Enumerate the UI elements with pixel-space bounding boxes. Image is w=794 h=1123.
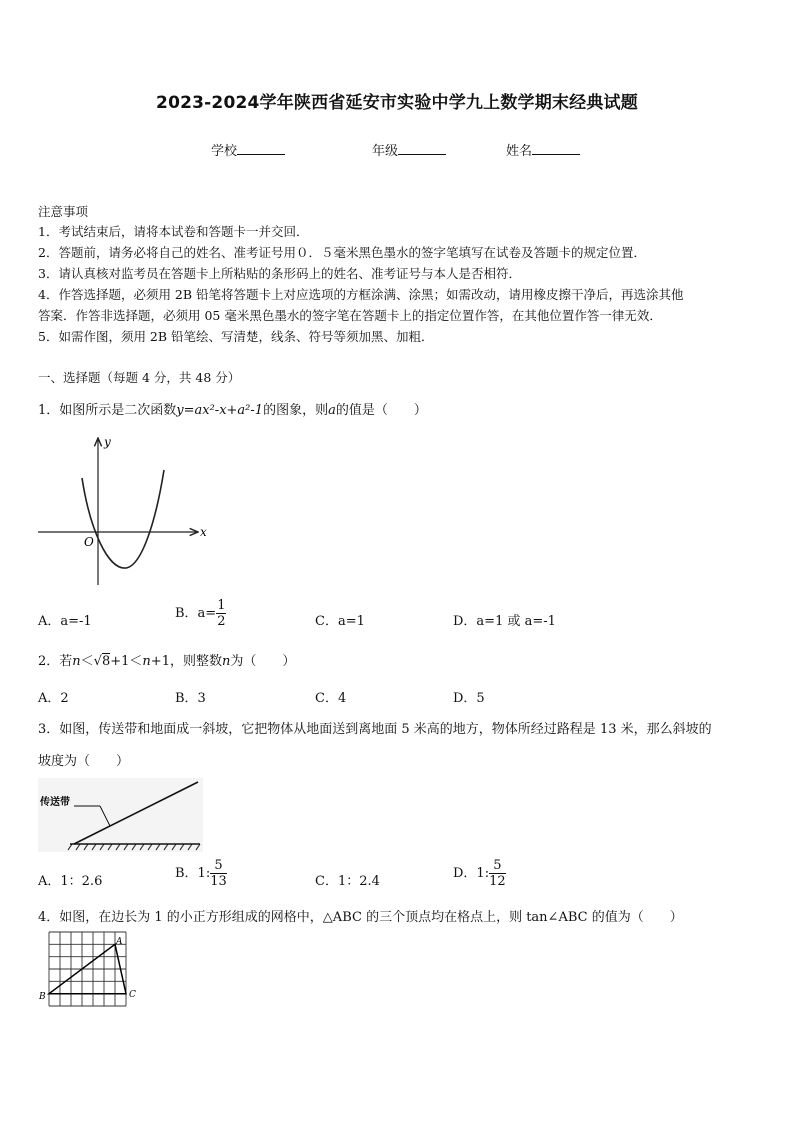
conveyor-label: 传送带: [40, 797, 70, 808]
figure-background: [38, 778, 203, 852]
q2-option-c: C．4: [315, 691, 347, 706]
q1-var: a: [328, 403, 336, 418]
notice-heading: 注意事项: [38, 204, 89, 219]
notice-item-2: 2．答题前，请务必将自己的姓名、准考证号用０．５毫米黑色墨水的签字笔填写在试卷及答题卡的规定位置．: [38, 245, 646, 260]
grid-lines: [49, 932, 126, 1006]
q3-option-d-prefix: D．1:: [453, 866, 490, 881]
q2-option-a: A．2: [38, 691, 69, 706]
q1-option-b-prefix: B．a=: [175, 606, 217, 621]
name-label: 姓名: [506, 144, 533, 159]
fraction-denominator: 2: [217, 614, 226, 629]
vertex-b-label: B: [39, 992, 46, 1002]
notice-item-4: 4．作答选择题，必须用 2B 铅笔将答题卡上对应选项的方框涂满、涂黑；如需改动，请用橡皮擦干净后，再选涂其他: [38, 287, 684, 302]
name-field: [506, 140, 580, 159]
q2-lt: ＜: [80, 654, 94, 669]
question-3-line-1: 3．如图，传送带和地面成一斜坡，它把物体从地面送到离地面 5 米高的地方，物体所经过路程是 13 米，那么斜坡的: [38, 722, 712, 737]
question-2: [38, 650, 295, 669]
grade-field: [372, 140, 446, 159]
q2-option-d: D．5: [453, 691, 485, 706]
q2-prefix: 2．若: [38, 654, 73, 669]
q3-conveyor-figure: [38, 778, 203, 852]
notice-item-1: 1．考试结束后，请将本试卷和答题卡一并交回．: [38, 224, 309, 239]
page-title: 2023-2024学年陕西省延安市实验中学九上数学期末经典试题: [156, 93, 638, 113]
fraction-denominator: 13: [210, 874, 227, 889]
q2-n2: n: [142, 654, 151, 669]
q1-option-a: A．a=-1: [38, 614, 92, 629]
q3-option-d: [453, 858, 506, 889]
vertex-a-label: A: [116, 937, 123, 947]
school-label: 学校: [211, 144, 238, 159]
q3-option-b-prefix: B．1:: [175, 866, 211, 881]
school-field: [211, 140, 285, 159]
q1-suffix: 的图象，则: [263, 403, 329, 418]
school-blank: [237, 142, 285, 155]
q2-plus2: +1，则整数: [150, 654, 222, 669]
q2-plus1: +1＜: [110, 654, 143, 669]
fraction-numerator: 5: [210, 858, 227, 874]
q4-grid-figure: [38, 928, 143, 1010]
q1-option-b-fraction: [216, 598, 226, 629]
q2-option-b: B．3: [175, 691, 206, 706]
q3-option-b-fraction: [210, 858, 227, 889]
q2-n: n: [72, 654, 81, 669]
vertex-c-label: C: [129, 990, 136, 1000]
fraction-numerator: 1: [217, 598, 226, 613]
q1-parabola-graph: [30, 430, 220, 590]
notice-item-3: 3．请认真核对监考员在答题卡上所粘贴的条形码上的姓名、准考证号与本人是否相符．: [38, 266, 521, 281]
name-blank: [532, 142, 580, 155]
q3-option-a: A．1：2.6: [38, 874, 103, 889]
grade-blank: [398, 142, 446, 155]
q3-option-c: C．1：2.4: [315, 874, 380, 889]
q3-option-d-fraction: [489, 858, 506, 889]
q3-option-b: [175, 858, 227, 889]
q1-end: 的值是（ ）: [335, 403, 427, 418]
sqrt-symbol: √: [93, 654, 102, 669]
fraction-numerator: 5: [489, 858, 506, 874]
section-heading: 一、选择题（每题 4 分，共 48 分）: [38, 370, 241, 385]
notice-item-4-cont: 答案．作答非选择题，必须用 05 毫米黑色墨水的签字笔在答题卡上的指定位置作答，在其他位置作答一律无效．: [38, 308, 662, 323]
notice-item-5: 5．如需作图，须用 2B 铅笔绘、写清楚，线条、符号等须加黑、加粗．: [38, 329, 434, 344]
q1-option-d: D．a=1 或 a=-1: [453, 614, 556, 629]
x-axis-label: x: [200, 525, 207, 539]
question-3-line-2: 坡度为（ ）: [38, 754, 130, 769]
q1-formula: y=ax²-x+a²-1: [176, 403, 264, 418]
q2-radicand: 8: [101, 654, 111, 669]
question-4: 4．如图，在边长为 1 的小正方形组成的网格中，△ABC 的三个顶点均在格点上，则 tan∠ABC 的值为（ ）: [38, 910, 683, 925]
q2-end: 为（ ）: [230, 654, 296, 669]
q2-n3: n: [221, 654, 231, 669]
fraction-denominator: 12: [489, 874, 506, 889]
y-axis-label: y: [104, 435, 111, 449]
grade-label: 年级: [372, 144, 399, 159]
origin-label: O: [84, 535, 94, 549]
q1-option-b: [175, 598, 226, 629]
q1-option-c: C．a=1: [315, 614, 365, 629]
parabola-curve: [82, 470, 164, 568]
question-1: [38, 399, 427, 418]
q1-prefix: 1．如图所示是二次函数: [38, 403, 177, 418]
